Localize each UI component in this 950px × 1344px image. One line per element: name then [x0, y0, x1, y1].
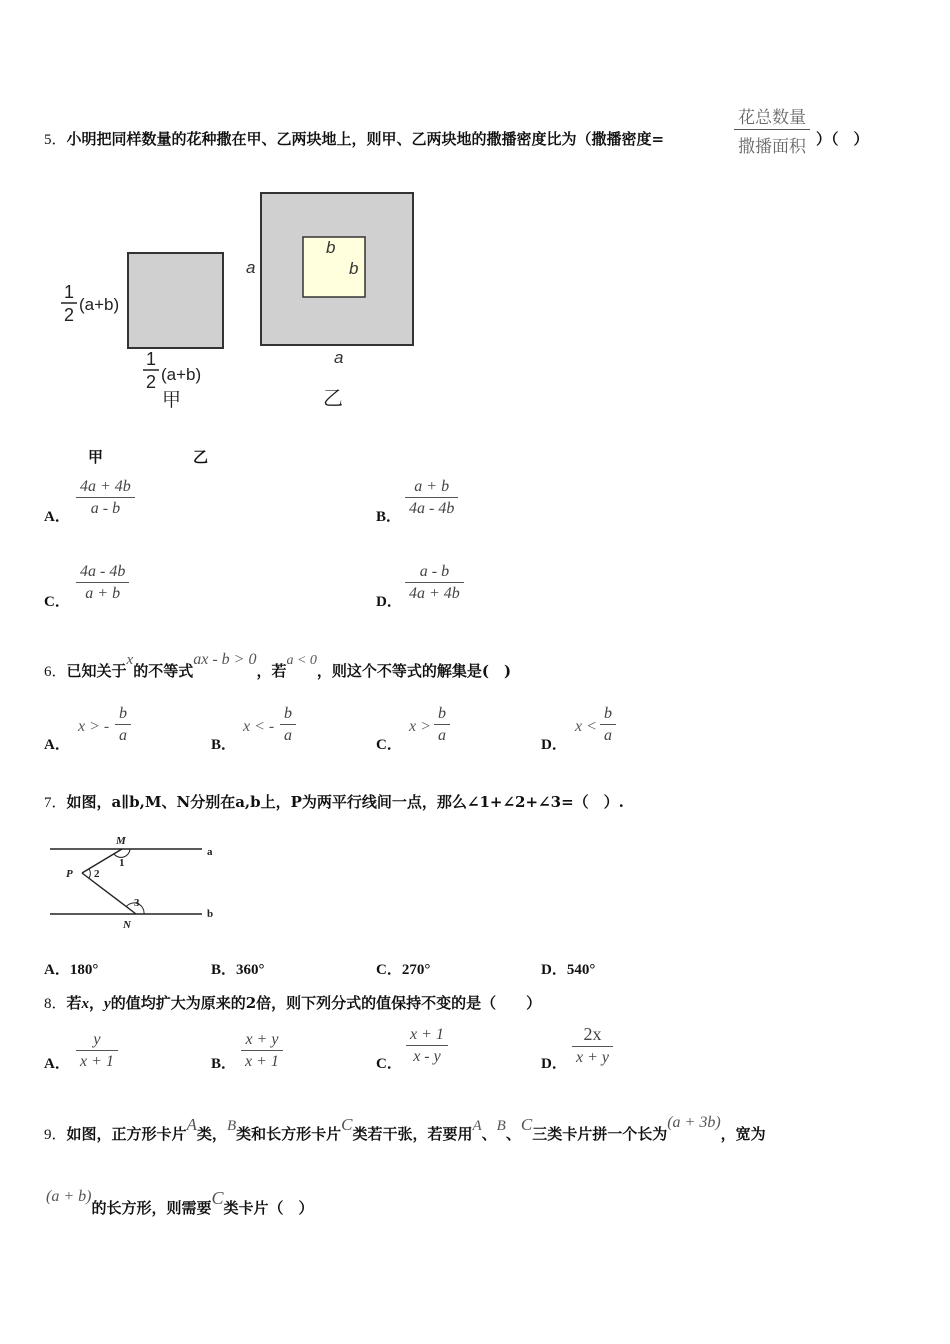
q5-density-fraction — [734, 103, 810, 157]
point-m: M — [116, 835, 126, 847]
angle-2: 2 — [94, 868, 100, 880]
q5-option-b-label[interactable]: B． — [376, 509, 402, 525]
q6-option-c-fraction[interactable]: b a — [434, 705, 450, 745]
q5-option-a-label[interactable]: A． — [44, 509, 70, 525]
q5-caption-jia: 甲 — [88, 448, 104, 466]
q5-option-b-fraction[interactable]: a + b 4a - 4b — [405, 478, 458, 518]
q9-length-expr: (a + 3b) — [667, 1114, 721, 1131]
q9-stem-line1: 9．如图，正方形卡片A类，B类和长方形卡片C类若干张，若要用A、B、C三类卡片拼一个长为(a + 3b)，宽为 — [44, 1114, 766, 1143]
q7-option-d[interactable]: D．540° — [541, 962, 596, 978]
q5-text: 小明把同样数量的花种撒在甲、乙两块地上，则甲、乙两块地的撒播密度比为（撒播密度= — [66, 130, 665, 148]
q7-stem: 7．如图，a∥b,M、N分别在a,b上，P为两平行线间一点，那么∠1+∠2+∠3=（ ）. — [44, 793, 624, 811]
q9-stem-line2: (a + b)的长方形，则需要C类卡片（ ） — [46, 1188, 314, 1217]
square-jia — [128, 253, 223, 348]
line-b-label: b — [207, 908, 214, 920]
q5-figure — [55, 185, 435, 415]
q5-option-a-fraction[interactable]: 4a + 4b a - b — [76, 478, 135, 518]
q5-option-c-fraction[interactable]: 4a - 4b a + b — [76, 563, 129, 603]
segment-mp — [82, 849, 122, 873]
q6-option-c-label[interactable]: C． — [376, 737, 402, 753]
q5-option-d-fraction[interactable]: a - b 4a + 4b — [405, 563, 464, 603]
q5-option-d-label[interactable]: D． — [376, 594, 402, 610]
q8-option-a-label[interactable]: A． — [44, 1056, 70, 1072]
q6-option-a-fraction[interactable]: b a — [115, 705, 131, 745]
q5-option-c-label[interactable]: C． — [44, 594, 70, 610]
jia-left-ab: (a+b) — [79, 295, 120, 314]
q6-condition: a < 0 — [286, 653, 317, 668]
jia-bottom-half-den: 2 — [146, 372, 157, 392]
q5-density-denominator: 撒播面积 — [738, 137, 806, 157]
q6-option-b-label[interactable]: B． — [211, 737, 237, 753]
yi-label-b-right: b — [349, 259, 359, 278]
line-a-label: a — [207, 846, 213, 858]
q6-option-a-pre[interactable]: x > - — [78, 718, 110, 735]
yi-label-b-top: b — [326, 238, 336, 257]
q8-option-b-label[interactable]: B． — [211, 1056, 237, 1072]
q8-option-b-fraction[interactable]: x + y x + 1 — [241, 1031, 283, 1071]
q8-stem: 8．若x，y的值均扩大为原来的2倍，则下列分式的值保持不变的是（ ） — [44, 994, 542, 1012]
q6-option-d-label[interactable]: D． — [541, 737, 567, 753]
q8-option-d-fraction[interactable]: 2x x + y — [572, 1024, 613, 1067]
jia-bottom-half-num: 1 — [146, 349, 157, 369]
q8-option-d-label[interactable]: D． — [541, 1056, 567, 1072]
q5-number: 5． — [44, 132, 67, 148]
q5-density-numerator: 花总数量 — [738, 108, 806, 128]
yi-figure-label: 乙 — [323, 386, 343, 410]
q8-option-c-fraction[interactable]: x + 1 x - y — [406, 1026, 448, 1066]
q6-inequality: ax - b > 0 — [193, 651, 257, 668]
angle-1: 1 — [119, 857, 125, 869]
yi-label-a-left: a — [246, 258, 256, 277]
yi-label-a-bottom: a — [334, 348, 344, 367]
q8-option-c-label[interactable]: C． — [376, 1056, 402, 1072]
angle-3: 3 — [134, 897, 140, 909]
q7-figure — [44, 828, 234, 938]
q7-option-c[interactable]: C．270° — [376, 962, 431, 978]
q6-stem: 6．已知关于x的不等式ax - b > 0，若a < 0，则这个不等式的解集是( ) — [44, 651, 512, 680]
point-p: P — [66, 868, 73, 880]
q5-stem — [44, 128, 664, 149]
q5-caption-yi: 乙 — [193, 448, 209, 466]
q8-option-a-fraction[interactable]: y x + 1 — [76, 1031, 118, 1071]
jia-figure-label: 甲 — [162, 389, 182, 411]
jia-left-half-num: 1 — [64, 282, 75, 302]
q9-width-expr: (a + b) — [46, 1188, 92, 1205]
q5-tail: ）（ ） — [816, 130, 869, 148]
point-n: N — [123, 919, 131, 931]
segment-pn — [82, 873, 136, 914]
q6-option-d-fraction[interactable]: b a — [600, 705, 616, 745]
q6-option-c-pre[interactable]: x > — [409, 718, 431, 735]
q6-option-a-label[interactable]: A． — [44, 737, 70, 753]
jia-bottom-ab: (a+b) — [161, 365, 202, 384]
q6-option-b-fraction[interactable]: b a — [280, 705, 296, 745]
q6-option-b-pre[interactable]: x < - — [243, 718, 275, 735]
jia-left-half-den: 2 — [64, 305, 75, 325]
q6-option-d-pre[interactable]: x < — [575, 718, 597, 735]
q7-option-b[interactable]: B．360° — [211, 962, 265, 978]
q7-option-a[interactable]: A．180° — [44, 962, 99, 978]
q6-var-x: x — [126, 652, 134, 668]
